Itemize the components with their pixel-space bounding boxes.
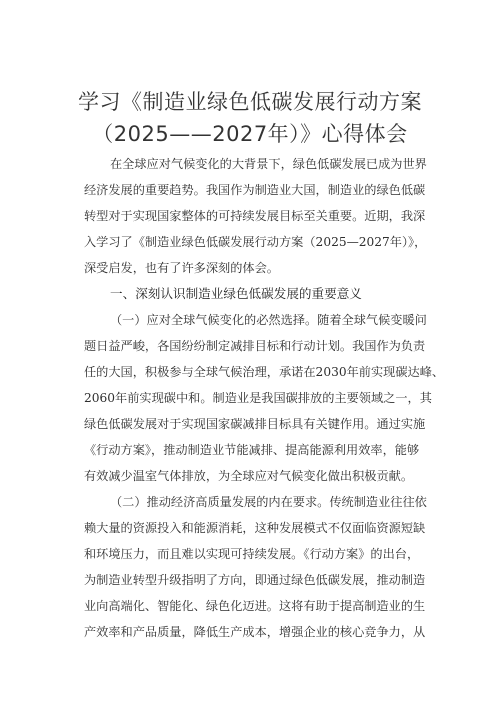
paragraph-line: （一）应对全球气候变化的必然选择。随着全球气候变暖问 <box>110 313 427 327</box>
paragraph-line: 业向高端化、智能化、绿色化迈进。这将有助于提高制造业的生 <box>84 599 426 613</box>
intro-line: 在全球应对气候变化的大背景下，绿色低碳发展已成为世界 <box>110 157 427 171</box>
intro-line: 深受启发，也有了许多深刻的体会。 <box>84 261 279 275</box>
intro-line: 经济发展的重要趋势。我国作为制造业大国，制造业的绿色低碳 <box>84 183 426 197</box>
document-title-line-2: （2025——2027年）》心得体会 <box>92 122 408 146</box>
paragraph-line: 赖大量的资源投入和能源消耗，这种发展模式不仅面临资源短缺 <box>84 521 426 535</box>
paragraph-line: 题日益严峻，各国纷纷制定减排目标和行动计划。我国作为负责 <box>84 339 426 353</box>
section-heading: 一、深刻认识制造业绿色低碳发展的重要意义 <box>110 286 362 301</box>
paragraph-line: 产效率和产品质量，降低生产成本，增强企业的核心竞争力，从 <box>84 625 426 639</box>
paragraph-line: 2060年前实现碳中和。制造业是我国碳排放的主要领域之一，其 <box>84 391 432 405</box>
paragraph-line: 绿色低碳发展对于实现国家碳减排目标具有关键作用。通过实施 <box>84 417 426 431</box>
paragraph-line: 任的大国，积极参与全球气候治理，承诺在2030年前实现碳达峰、 <box>84 365 445 379</box>
intro-line: 入学习了《制造业绿色低碳发展行动方案（2025—2027年）》， <box>84 235 427 249</box>
intro-line: 转型对于实现国家整体的可持续发展目标至关重要。近期，我深 <box>84 209 426 223</box>
paragraph-line: 和环境压力，而且难以实现可持续发展。《行动方案》的出台， <box>84 547 420 561</box>
paragraph-line: 为制造业转型升级指明了方向，即通过绿色低碳发展，推动制造 <box>84 573 426 587</box>
paragraph-line: 有效减少温室气体排放，为全球应对气候变化做出积极贡献。 <box>84 469 414 483</box>
paragraph-line: 《行动方案》，推动制造业节能减排、提高能源利用效率，能够 <box>84 443 420 457</box>
document-title-line-1: 学习《制造业绿色低碳发展行动方案 <box>78 90 422 114</box>
paragraph-line: （二）推动经济高质量发展的内在要求。传统制造业往往依 <box>110 495 427 509</box>
